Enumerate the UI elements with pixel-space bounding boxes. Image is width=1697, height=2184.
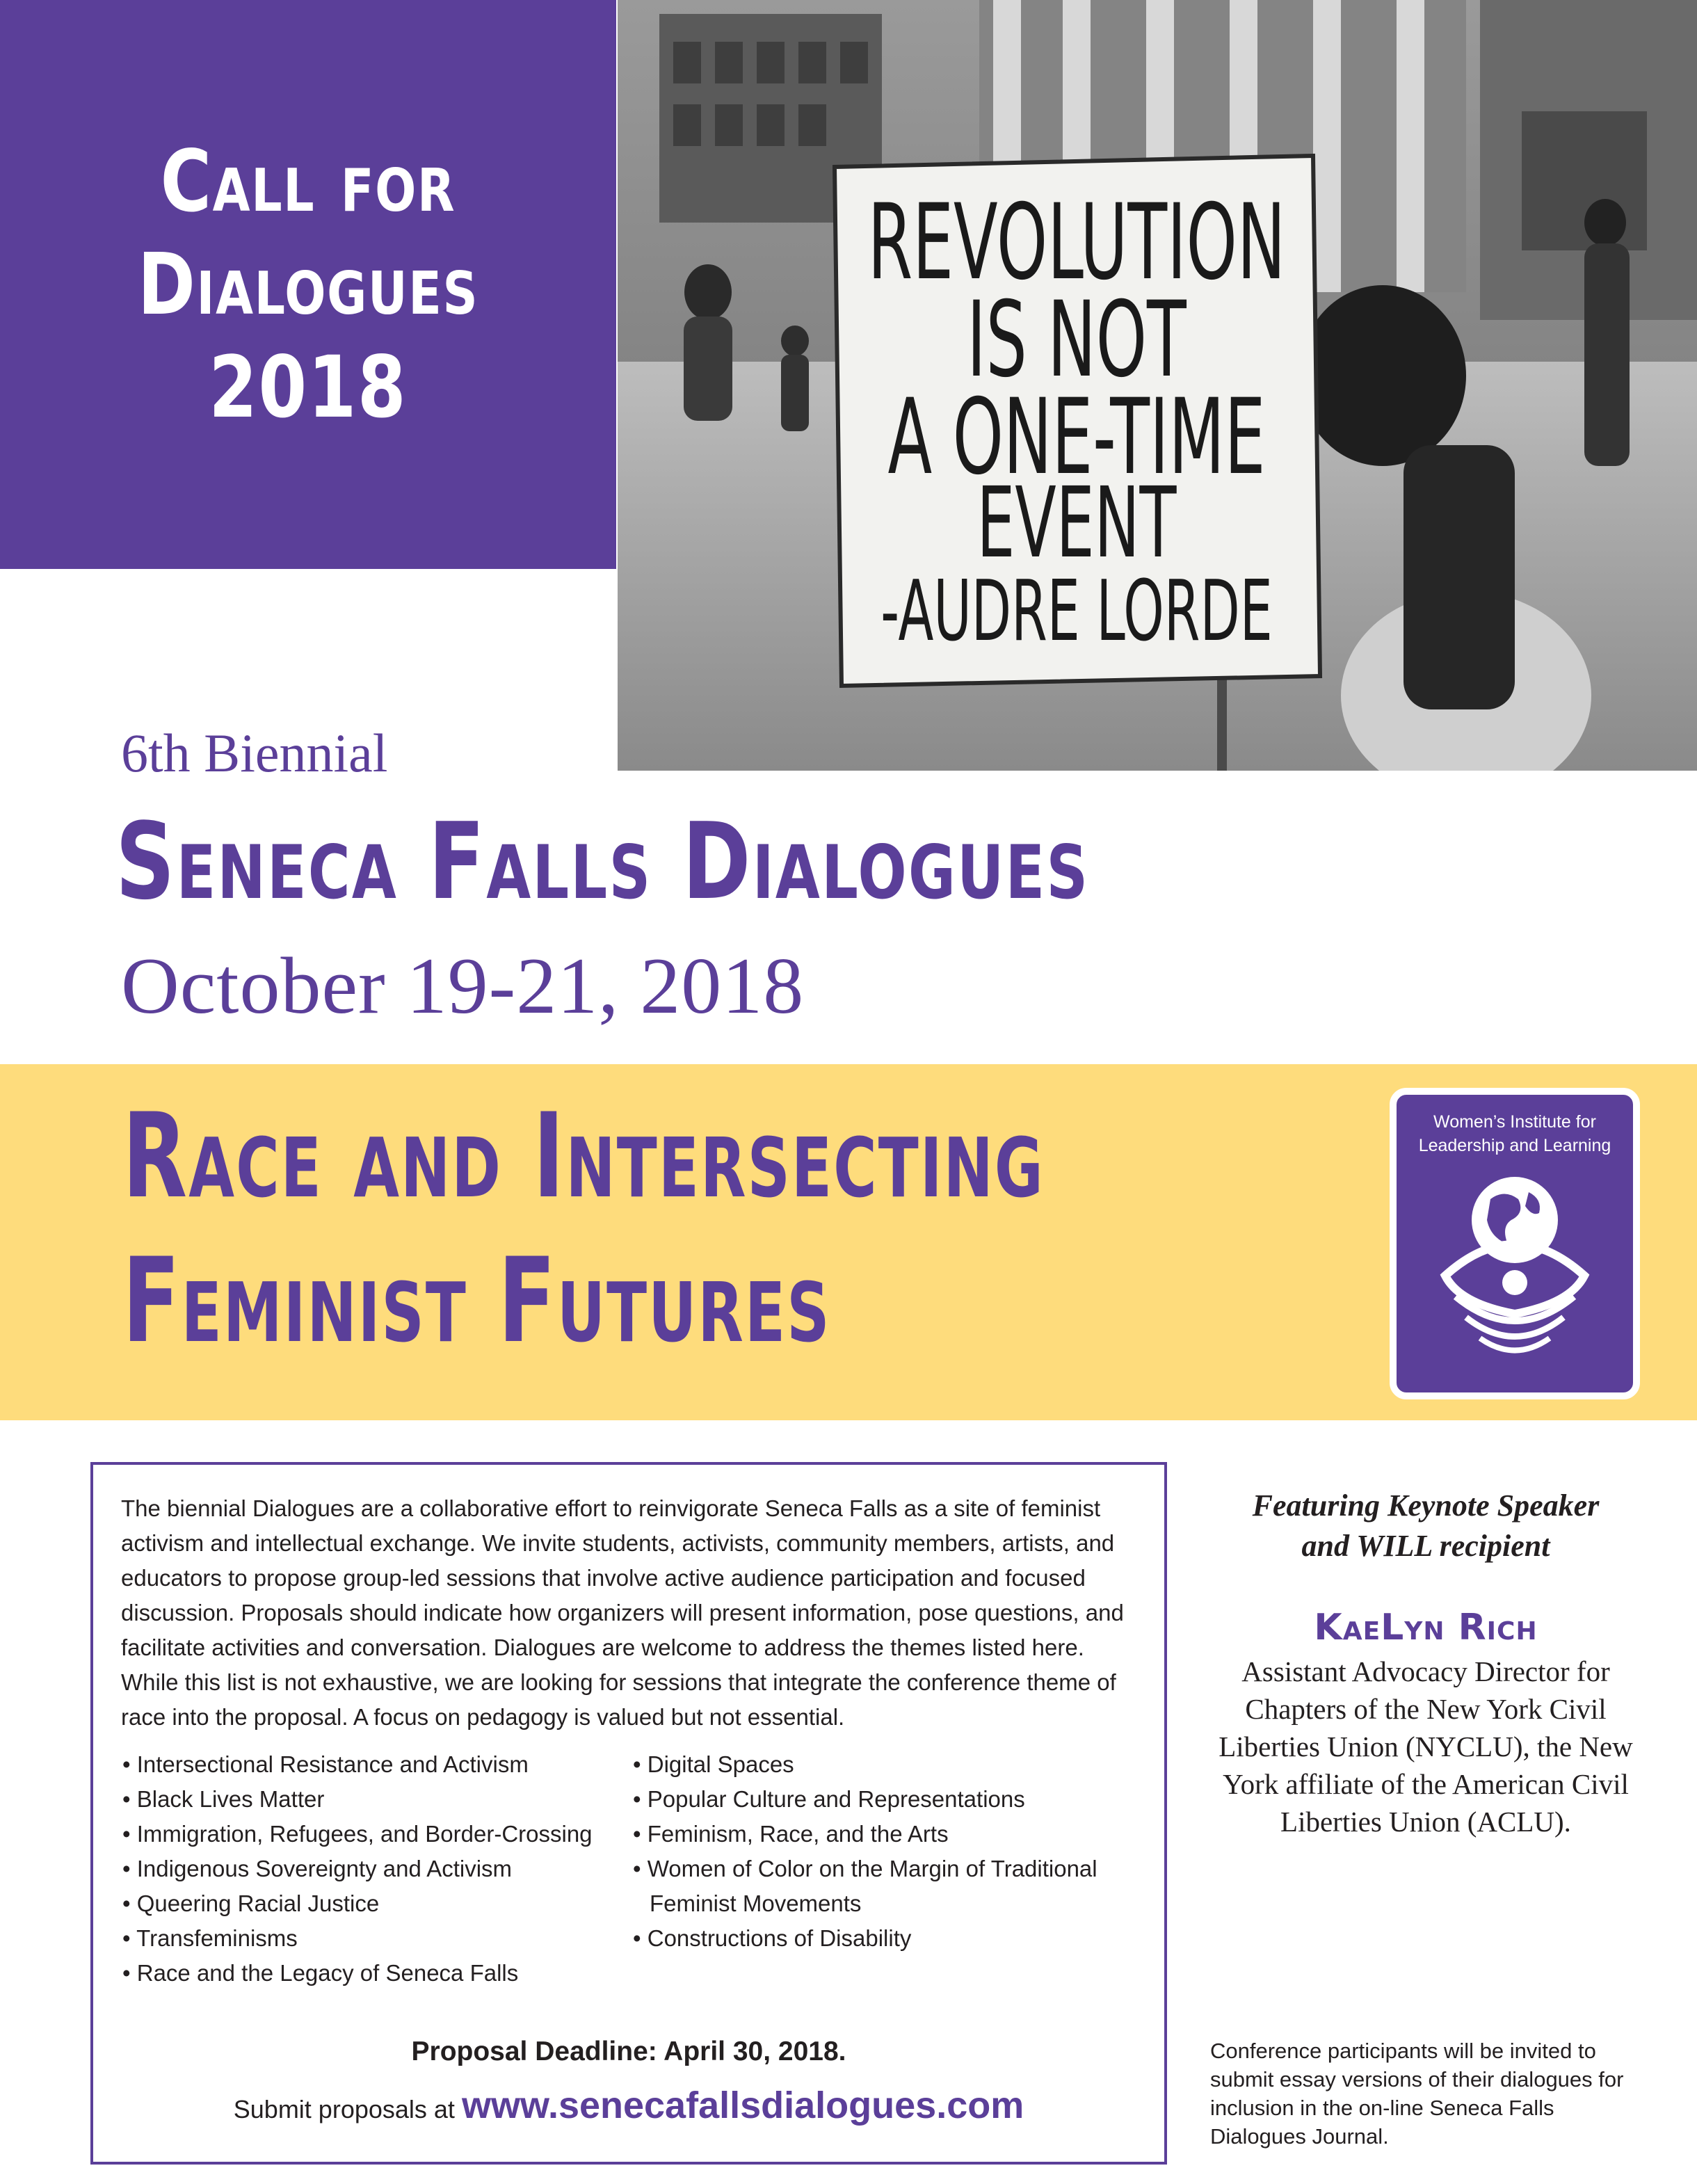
topic-item: • Constructions of Disability: [633, 1921, 1148, 1956]
keynote-label: [1210, 1486, 1641, 1566]
participants-note: Conference participants will be invited to submit essay versions of their dialogues for inclusion in the on-line Seneca Falls Dialogues Journal.: [1210, 2039, 1624, 2149]
call-for-dialogues-banner: [0, 0, 616, 569]
protest-photo: [618, 0, 1697, 771]
sign-line-2: IS NOT: [967, 279, 1187, 401]
topic-item: • Intersectional Resistance and Activism: [122, 1747, 623, 1782]
keynote-label-line-1: Featuring Keynote Speaker: [1252, 1488, 1600, 1523]
topic-item: • Feminism, Race, and the Arts: [633, 1817, 1148, 1852]
keynote-speaker-description: Assistant Advocacy Director for Chapters of the New York Civil Liberties Union (NYCLU), the New York affiliate of the American Civil Liberties Union (ACLU).: [1219, 1655, 1633, 1838]
topic-item: • Black Lives Matter: [122, 1782, 623, 1817]
submit-line: [90, 2084, 1167, 2127]
call-line-2: Dialogues: [137, 235, 479, 334]
event-title: Seneca Falls Dialogues: [115, 800, 1090, 923]
logo-text-line-2: Leadership and Learning: [1418, 1136, 1611, 1155]
will-logo: [1390, 1088, 1640, 1399]
topics-list-right: [633, 1747, 1148, 1956]
proposal-deadline: Proposal Deadline: April 30, 2018.: [411, 2037, 846, 2066]
topic-item-continued: Feminist Movements: [650, 1890, 862, 1916]
call-line-1: Call for: [160, 132, 456, 231]
topic-item: • Queering Racial Justice: [122, 1886, 623, 1921]
event-dates: October 19-21, 2018: [121, 942, 805, 1031]
sign-line-3: A ONE-TIME: [887, 376, 1266, 499]
keynote-speaker-name: KaeLyn Rich: [1314, 1607, 1538, 1648]
intro-paragraph: The biennial Dialogues are a collaborative effort to reinvigorate Seneca Falls as a site of feminist activism and intellectual exchange. We invite students, activists, community members, artists, and educators to propose group-led sessions that involve active audience participation and focused discussion. Proposals should indicate how organizers will present information, pose questions, and facilitate activities and conversation. Dialogues are welcome to address the themes listed here. While this list is not exhaustive, we are looking for sessions that integrate the conference theme of race into the proposal. A focus on pedagogy is valued but not essential.: [121, 1495, 1124, 1730]
submit-url-link[interactable]: www.senecafallsdialogues.com: [461, 2085, 1024, 2126]
logo-text-line-1: Women’s Institute for: [1433, 1112, 1596, 1132]
topic-item: • Transfeminisms: [122, 1921, 623, 1956]
topic-item: • Popular Culture and Representations: [633, 1782, 1148, 1817]
theme-line-2: Feminist Futures: [122, 1232, 831, 1369]
topic-item: • Digital Spaces: [633, 1747, 1148, 1782]
logo-text: [1397, 1110, 1633, 1157]
call-line-3: 2018: [209, 338, 408, 437]
submit-prefix: Submit proposals at: [233, 2095, 462, 2123]
theme-line-1: Race and Intersecting: [122, 1088, 1045, 1224]
topic-item: • Race and the Legacy of Seneca Falls: [122, 1956, 623, 1991]
sign-line-4: EVENT: [976, 467, 1177, 580]
topic-item: • Indigenous Sovereignty and Activism: [122, 1852, 623, 1886]
topic-item: • Immigration, Refugees, and Border-Crossing: [122, 1817, 623, 1852]
sign-line-1: REVOLUTION: [867, 182, 1286, 304]
topics-list-left: [122, 1747, 623, 1991]
topic-item: • Women of Color on the Margin of Traditional: [633, 1852, 1148, 1886]
edition-label: 6th Biennial: [121, 723, 388, 783]
globe-embrace-icon: [1417, 1171, 1612, 1380]
sign-line-5: -AUDRE LORDE: [880, 562, 1273, 660]
keynote-label-line-2: and WILL recipient: [1301, 1529, 1550, 1563]
